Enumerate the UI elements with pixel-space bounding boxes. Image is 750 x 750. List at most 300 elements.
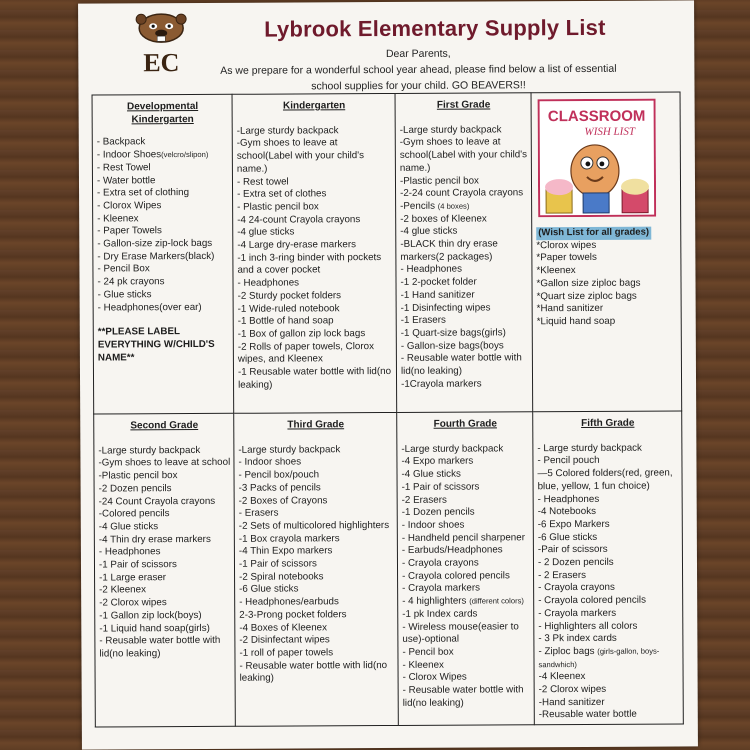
supply-item-text: - 2 Erasers	[538, 569, 587, 581]
supply-item	[238, 315, 393, 329]
grade-heading: Third Grade	[287, 419, 345, 431]
supply-item	[239, 558, 394, 572]
supply-item	[97, 136, 229, 149]
supply-item-text: *Quart size ziploc bags	[536, 290, 637, 302]
supply-item-text: - Earbuds/Headphones	[401, 544, 503, 557]
grade-heading: Fifth Grade	[581, 417, 635, 429]
supply-item-text: -2 Sturdy pocket folders	[237, 290, 342, 302]
supply-item-text: - Glue sticks	[97, 289, 152, 301]
supply-list	[98, 445, 231, 662]
supply-item	[97, 149, 229, 162]
supply-item	[401, 456, 529, 469]
supply-item-text: -Gym shoes to leave at school(Label with your child's name.)	[399, 136, 528, 174]
supply-item	[537, 442, 678, 455]
supply-item-text: - Reusable water bottle with lid(no leaking)	[400, 352, 522, 377]
grade-heading: First Grade	[436, 99, 491, 111]
third-grade-cell	[234, 412, 399, 726]
supply-list	[97, 136, 230, 315]
supply-item	[97, 263, 229, 276]
supply-item-text: -Gym shoes to leave at school	[98, 457, 231, 469]
supply-item-text: -4 Boxes of Kleenex	[239, 621, 328, 634]
supply-item-text: -2 Disinfectant wipes	[239, 634, 330, 647]
supply-item	[239, 660, 394, 686]
supply-item-text: - Headphones(over ear)	[97, 301, 202, 314]
supply-item	[538, 557, 679, 570]
supply-item-text: -1 Erasers	[400, 314, 446, 327]
supply-item-text: -1 Bottle of hand soap	[237, 315, 334, 328]
supply-item-text: *Hand sanitizer	[536, 303, 604, 315]
note-line: NAME**	[97, 351, 135, 364]
note-line: **PLEASE LABEL	[97, 326, 181, 338]
supply-item	[402, 659, 530, 672]
wish-list-cell	[531, 92, 682, 412]
heading-line: Developmental	[126, 100, 199, 113]
supply-item-text: - Ziploc bags	[538, 645, 595, 658]
first-grade-cell	[395, 93, 533, 413]
supply-item-text: *Gallon size ziploc bags	[536, 277, 641, 290]
supply-item-text: -4 Glue sticks	[98, 521, 159, 533]
supply-item	[239, 545, 394, 559]
supply-item	[537, 315, 678, 328]
supply-item	[99, 521, 231, 534]
supply-item-text: -2 Sets of multicolored highlighters	[238, 519, 390, 532]
supply-item-note: (velcro/slipon)	[161, 150, 209, 160]
supply-item-text: - Rest towel	[236, 176, 289, 188]
supply-item	[99, 597, 231, 610]
supply-item-text: - Headphones	[537, 493, 600, 505]
supply-item-text: -2 Erasers	[401, 494, 447, 506]
supply-item	[538, 582, 679, 595]
supply-item	[536, 277, 677, 290]
supply-item	[401, 340, 529, 353]
supply-item-text: -4 Expo markers	[401, 455, 474, 468]
supply-item	[99, 483, 231, 496]
supply-item	[538, 518, 679, 531]
supply-item-text: - Headphones	[237, 277, 300, 289]
supply-item-text: -2 Rolls of paper towels, Clorox wipes, and Kleenex	[237, 340, 375, 366]
supply-item	[238, 303, 393, 317]
supply-item-text: *Liquid hand soap	[536, 315, 616, 328]
supply-item	[237, 239, 392, 253]
supply-item	[238, 328, 393, 342]
supply-item-text: -1 2-pocket folder	[400, 276, 477, 289]
grade-heading: Kindergarten	[282, 100, 346, 112]
supply-item-text: - 4 highlighters	[402, 595, 467, 608]
supply-item	[98, 457, 230, 470]
supply-item-text: - 24 pk crayons	[97, 276, 165, 288]
supply-item-text: -1 Reusable water bottle with lid(no leaking)	[237, 366, 392, 391]
supply-item-text: - Pencil box	[402, 646, 454, 658]
supply-item	[539, 671, 680, 684]
supply-item-text: - Reusable water bottle with lid(no leaking)	[402, 684, 524, 709]
supply-item-text: - Crayola crayons	[538, 582, 615, 594]
supply-item-text: -Colored pencils	[98, 508, 170, 520]
supply-item	[239, 571, 394, 585]
supply-item	[400, 187, 528, 200]
supply-item-text: - Water bottle	[96, 174, 156, 187]
supply-item	[538, 607, 679, 620]
supply-item-text: - Rest Towel	[96, 162, 151, 174]
supply-item	[402, 608, 530, 621]
supply-item	[401, 378, 529, 391]
supply-item	[538, 531, 679, 544]
supply-item	[239, 634, 394, 648]
supply-item-text: - Indoor Shoes	[96, 149, 162, 161]
supply-item-text: -Hand sanitizer	[538, 696, 605, 708]
supply-list-paper	[78, 0, 698, 749]
supply-item-text: - Pencil Box	[97, 263, 150, 275]
supply-item	[99, 622, 231, 635]
supply-item	[239, 622, 394, 636]
label-note	[98, 326, 230, 365]
supply-item	[402, 545, 530, 558]
supply-item-text: -4 Thin dry erase markers	[98, 533, 211, 546]
supply-item-text: -4 Large dry-erase markers	[237, 239, 357, 251]
supply-item-text: -Reusable water bottle	[538, 709, 637, 721]
supply-item-text: -2 Dozen pencils	[98, 482, 172, 495]
supply-item	[99, 495, 231, 508]
supply-item-text: -1 Pair of scissors	[401, 481, 480, 493]
classroom-wish-list-image	[538, 99, 657, 218]
supply-item-text: - Crayola colored pencils	[402, 570, 510, 582]
supply-item-text: -Plastic pencil box	[98, 470, 178, 482]
supply-item	[402, 646, 530, 659]
supply-item	[97, 187, 229, 200]
supply-item-text: - Reusable water bottle with lid(no leaking)	[239, 659, 388, 685]
supply-item-text: -2 Spiral notebooks	[239, 571, 324, 583]
supply-item	[98, 289, 230, 302]
supply-item	[539, 696, 680, 709]
supply-item-text: - Extra set of clothes	[237, 188, 327, 201]
supply-item-text: —5 Colored folders(red, green, blue, yellow, 1 fun choice)	[537, 467, 673, 493]
supply-item-text: -1 Disinfecting wipes	[400, 302, 491, 314]
supply-item	[536, 265, 677, 278]
fifth-grade-cell	[533, 411, 684, 725]
supply-item	[400, 175, 528, 188]
supply-item	[99, 610, 231, 623]
supply-item-text: - Pencil box/pouch	[238, 469, 320, 481]
supply-item	[401, 327, 529, 340]
supply-item	[237, 175, 392, 189]
supply-item-text: - Kleenex	[97, 212, 139, 225]
supply-item-text: -4 glue sticks	[237, 226, 295, 239]
intro-line: Dear Parents,	[385, 47, 451, 61]
supply-item	[400, 226, 528, 239]
supply-grid	[92, 91, 684, 727]
supply-item-text: -1 Pair of scissors	[98, 559, 177, 571]
supply-item	[237, 188, 392, 202]
supply-item	[538, 620, 679, 633]
supply-item-text: - Wireless mouse(easier to use)-optional	[402, 620, 519, 646]
supply-item	[538, 493, 679, 506]
supply-item-text: -1 Quart-size bags(girls)	[400, 327, 506, 339]
supply-item	[403, 672, 531, 685]
supply-item	[402, 621, 530, 647]
supply-item-text: *Kleenex	[536, 265, 576, 277]
supply-item-text: -2 boxes of Kleenex	[400, 213, 487, 225]
intro-line: As we prepare for a wonderful school year ahead, please find below a list of essential	[220, 62, 617, 77]
supply-item	[539, 709, 680, 722]
supply-item-text: -Plastic pencil box	[399, 175, 479, 187]
supply-item-text: - Kleenex	[402, 659, 444, 671]
supply-item-text: -1 inch 3-ring binder with pockets and a cover pocket	[237, 251, 382, 277]
supply-item-text: *Clorox wipes	[536, 239, 597, 251]
supply-item	[239, 507, 394, 521]
supply-item-text: - Headphones	[400, 264, 463, 276]
supply-item	[238, 290, 393, 304]
supply-item-text: - Paper Towels	[97, 225, 162, 237]
supply-item-text: - Erasers	[238, 507, 279, 520]
supply-item-text: -1 Liquid hand soap(girls)	[99, 622, 210, 635]
supply-item-text: -2 Boxes of Crayons	[238, 494, 328, 507]
supply-item	[402, 583, 530, 596]
supply-item	[402, 519, 530, 532]
supply-item-text: - Indoor shoes	[401, 519, 465, 531]
supply-item-text: - Handheld pencil sharpener	[401, 531, 525, 544]
supply-item	[401, 468, 529, 481]
supply-list	[237, 125, 393, 393]
page-title: Lybrook Elementary Supply List	[264, 14, 606, 42]
supply-item	[402, 557, 530, 570]
supply-item	[538, 595, 679, 608]
supply-item-text: -4 Thin Expo markers	[238, 545, 333, 558]
supply-item-text: -6 Glue sticks	[239, 583, 299, 596]
supply-item	[400, 137, 528, 176]
supply-item-text: - Pencil pouch	[537, 455, 600, 467]
supply-item-text: -Pair of scissors	[537, 544, 608, 556]
supply-item	[99, 508, 231, 521]
supply-item	[402, 570, 530, 583]
supply-item-text: - Crayola crayons	[401, 557, 479, 569]
supply-item	[239, 533, 394, 547]
supply-item-text: -1 Box crayola markers	[238, 532, 340, 545]
supply-item-text: -2 Clorox wipes	[99, 597, 167, 609]
supply-item	[401, 289, 529, 302]
supply-item	[403, 684, 531, 710]
supply-item	[99, 546, 231, 559]
supply-item	[97, 174, 229, 187]
supply-item-text: -6 Expo Markers	[537, 518, 610, 531]
supply-item	[400, 124, 528, 137]
supply-item-text: -Large sturdy backpack	[401, 443, 504, 455]
supply-item-text: -Large sturdy backpack	[238, 443, 341, 456]
supply-item-text: *Paper towels	[536, 252, 597, 264]
supply-item-text: -Large sturdy backpack	[98, 444, 201, 457]
supply-item-text: - Headphones/earbuds	[239, 596, 339, 608]
supply-item	[97, 225, 229, 238]
supply-list	[400, 124, 529, 391]
supply-item	[538, 544, 679, 557]
supply-item	[239, 520, 394, 534]
supply-item	[237, 226, 392, 240]
supply-item	[237, 277, 392, 291]
supply-item	[99, 533, 231, 546]
supply-item-text: -6 Glue sticks	[537, 531, 598, 543]
grade-heading	[97, 101, 229, 127]
supply-item	[537, 455, 678, 468]
supply-item	[99, 635, 231, 661]
supply-item	[539, 684, 680, 697]
supply-item	[237, 137, 392, 176]
supply-item	[400, 264, 528, 277]
supply-item	[538, 569, 679, 582]
supply-item-text: -1 pk Index cards	[402, 608, 478, 620]
supply-item-text: -1 Dozen pencils	[401, 506, 475, 519]
supply-item-text: -1 roll of paper towels	[239, 647, 334, 659]
supply-item-text: -Large sturdy backpack	[236, 124, 339, 137]
supply-item-text: - Extra set of clothing	[97, 187, 190, 199]
intro-line: school supplies for your child. GO BEAVERS!!	[311, 79, 526, 93]
supply-item	[402, 532, 530, 545]
supply-item-text: -1 Large eraser	[99, 571, 167, 584]
supply-item-text: -2-24 count Crayola crayons	[400, 187, 524, 200]
supply-item-text: -Large sturdy backpack	[399, 124, 502, 136]
supply-item	[400, 200, 528, 213]
supply-item-note: (4 boxes)	[437, 201, 470, 211]
logo-letters: EC	[143, 48, 180, 78]
supply-item-text: - Plastic pencil box	[237, 201, 319, 213]
supply-item-note: (girls-gallon, boys-sandwhich)	[538, 646, 660, 669]
supply-item-text: - Clorox Wipes	[97, 200, 162, 212]
supply-item-text: -BLACK thin dry erase markers(2 packages)	[400, 238, 498, 263]
supply-item	[402, 481, 530, 494]
supply-item	[237, 125, 392, 139]
supply-item	[97, 276, 229, 289]
supply-item-text: -4 Glue sticks	[401, 468, 461, 481]
supply-item	[238, 469, 393, 483]
supply-item	[402, 506, 530, 519]
intro-text	[208, 45, 628, 95]
beaver-logo	[128, 11, 194, 77]
supply-item-text: -4 24-count Crayola crayons	[237, 213, 361, 226]
supply-item	[97, 238, 229, 251]
supply-item	[239, 596, 394, 610]
second-grade-cell	[94, 413, 236, 727]
supply-item	[97, 251, 229, 264]
supply-item-text: - Crayola markers	[538, 607, 617, 620]
supply-item	[400, 213, 528, 226]
supply-item	[401, 302, 529, 315]
supply-item-text: - Backpack	[96, 136, 146, 148]
supply-item	[98, 445, 230, 458]
supply-item-text: -3 Packs of pencils	[238, 482, 321, 494]
supply-item	[538, 506, 679, 519]
supply-item	[98, 301, 230, 314]
supply-item-text: -4 glue sticks	[400, 225, 458, 238]
supply-item	[400, 238, 528, 264]
supply-item-text: -1 Pair of scissors	[238, 558, 317, 570]
supply-item	[401, 353, 529, 379]
supply-item-text: - Clorox Wipes	[402, 671, 467, 684]
supply-item-text: - Crayola markers	[402, 582, 481, 595]
supply-item-text: -Gym shoes to leave at school(Label with your child's name.)	[236, 137, 365, 175]
supply-list	[537, 442, 679, 722]
supply-item-text: - Gallon-size zip-lock bags	[97, 237, 213, 250]
supply-item-text: -1 Gallon zip lock(boys)	[99, 609, 202, 622]
supply-item	[99, 584, 231, 597]
supply-item-text: - Reusable water bottle with lid(no leaking)	[99, 635, 221, 660]
supply-item	[239, 482, 394, 496]
kindergarten-cell	[232, 93, 397, 413]
supply-list	[238, 444, 394, 686]
supply-item-text: -4 Notebooks	[537, 506, 597, 518]
supply-item-text: - Dry Erase Markers(black)	[97, 250, 215, 263]
supply-item	[537, 303, 678, 316]
supply-item-text: - Large sturdy backpack	[537, 442, 642, 454]
supply-item	[537, 290, 678, 303]
note-line: EVERYTHING W/CHILD'S	[97, 338, 215, 351]
heading-line: Kindergarten	[131, 113, 194, 126]
supply-item-text: 2-3-Prong pocket folders	[239, 609, 347, 621]
supply-item	[401, 315, 529, 328]
supply-list	[536, 239, 677, 329]
supply-item	[99, 572, 231, 585]
supply-item	[238, 456, 393, 470]
supply-item	[97, 162, 229, 175]
supply-item-text: - Crayola colored pencils	[538, 594, 647, 607]
supply-item-text: -Pencils	[400, 200, 436, 212]
supply-item-text: -24 Count Crayola crayons	[98, 495, 216, 508]
supply-item	[238, 444, 393, 458]
supply-item-note: (different colors)	[469, 596, 524, 606]
supply-item	[400, 276, 528, 289]
supply-item	[239, 647, 394, 661]
supply-item	[237, 214, 392, 228]
supply-item-text: - Highlighters all colors	[538, 620, 638, 632]
supply-item	[537, 468, 678, 494]
supply-item-text: -2 Kleenex	[99, 584, 146, 596]
supply-item-text: -2 Clorox wipes	[538, 683, 607, 696]
developmental-kindergarten-cell	[92, 94, 234, 414]
supply-item-text: - Gallon-size bags(boys	[400, 340, 504, 352]
supply-item	[99, 559, 231, 572]
supply-item	[97, 212, 229, 225]
supply-item-text: -1 Wide-ruled notebook	[237, 302, 340, 315]
supply-item-text: - Indoor shoes	[238, 456, 302, 469]
supply-item	[97, 200, 229, 213]
supply-item	[536, 239, 677, 252]
wish-image-subtitle: WISH LIST	[584, 125, 635, 138]
supply-item-text: - 2 Dozen pencils	[537, 556, 614, 569]
supply-item	[538, 633, 679, 646]
supply-item	[402, 494, 530, 507]
supply-item-text: -1 Hand sanitizer	[400, 289, 475, 301]
supply-item	[239, 609, 394, 623]
wish-image-title: CLASSROOM	[547, 107, 646, 126]
supply-item-text: - Headphones	[98, 546, 161, 558]
supply-item	[237, 252, 392, 278]
supply-item	[538, 645, 679, 671]
grade-heading: Second Grade	[130, 419, 199, 432]
supply-item	[237, 201, 392, 215]
fourth-grade-cell	[397, 412, 535, 726]
supply-item	[402, 595, 530, 608]
supply-item	[401, 443, 529, 456]
supply-item	[239, 583, 394, 597]
supply-item-text: -1 Box of gallon zip lock bags	[237, 328, 366, 340]
supply-item-text: -4 Kleenex	[538, 671, 586, 683]
supply-list	[401, 443, 530, 710]
supply-item-text: - 3 Pk index cards	[538, 633, 617, 645]
supply-item	[98, 470, 230, 483]
supply-item	[536, 252, 677, 265]
supply-item	[238, 366, 393, 392]
grade-heading: Fourth Grade	[433, 418, 497, 430]
supply-item	[238, 341, 393, 367]
supply-item	[239, 494, 394, 508]
wish-list-label: (Wish List for all grades)	[536, 227, 651, 240]
supply-item-text: -1Crayola markers	[401, 378, 482, 390]
